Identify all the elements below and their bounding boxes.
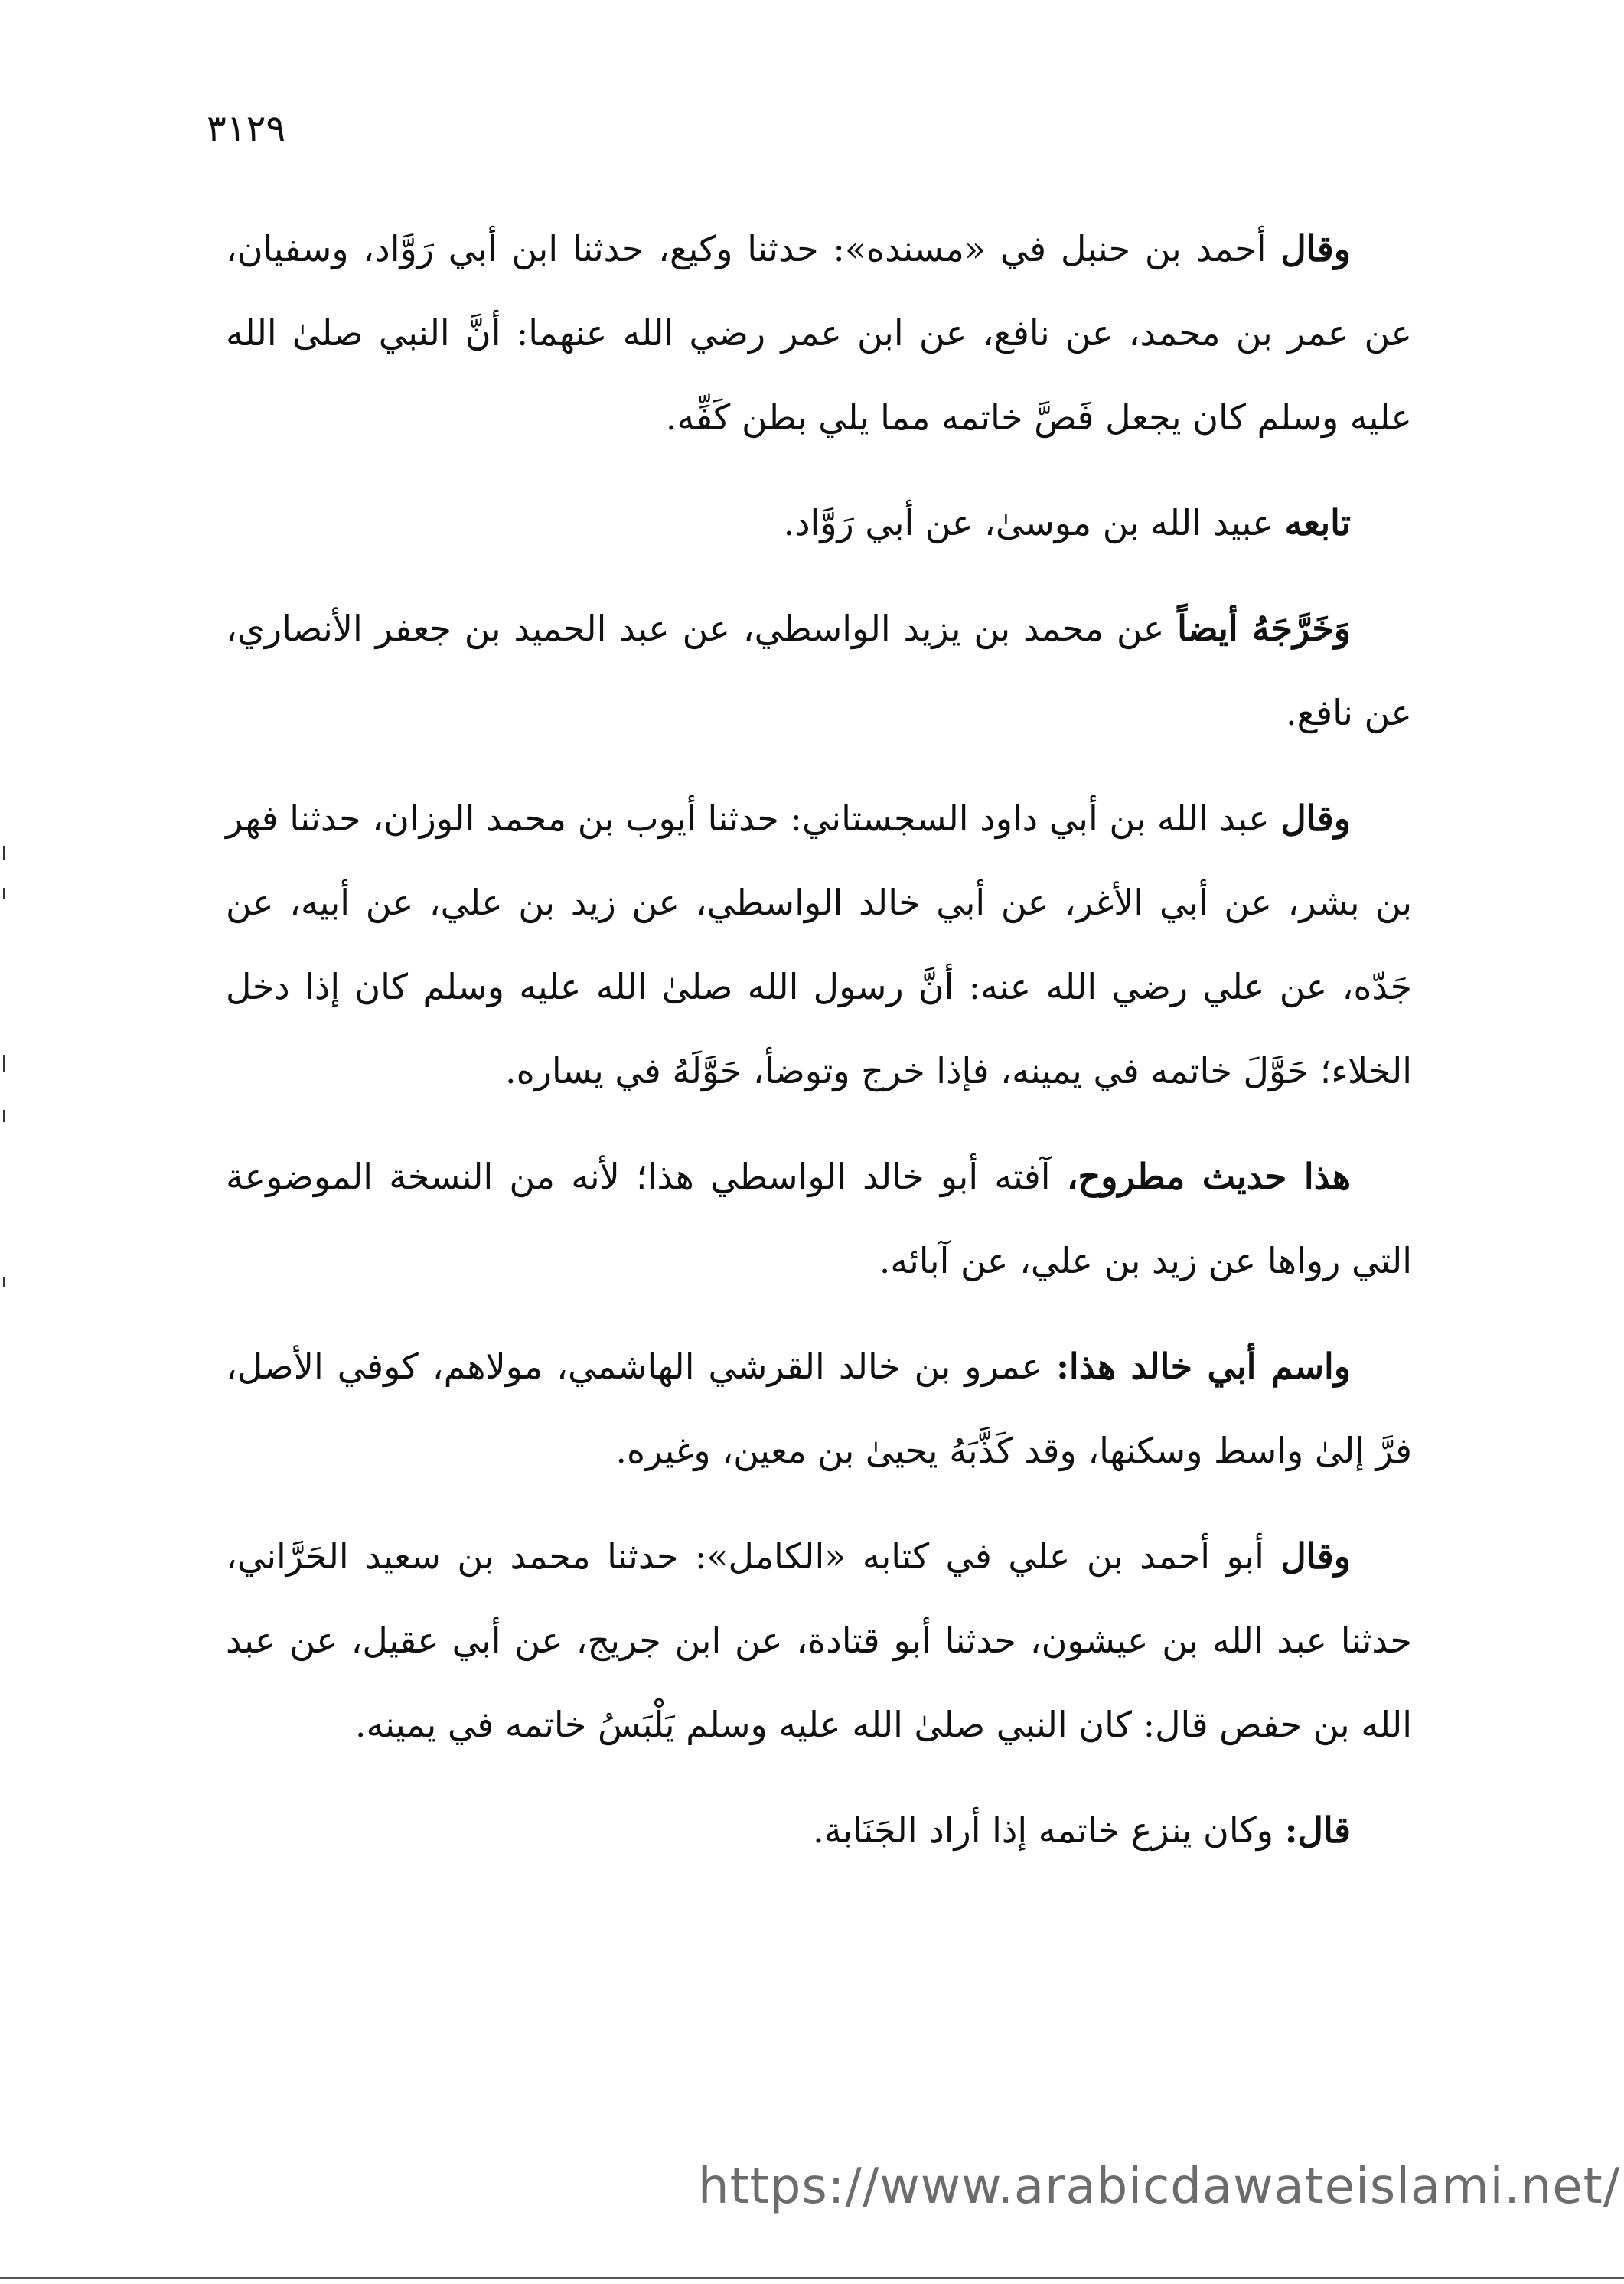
paragraph-text: عمرو بن خالد القرشي الهاشمي، مولاهم، كوفي الأصل، فرَّ إلىٰ واسط وسكنها، وقد كَذَّبَهُ يحيىٰ بن معين، وغيره. xyxy=(226,1346,1412,1471)
page-body xyxy=(226,207,1412,1894)
paragraph-text: وكان ينزع خاتمه إذا أراد الجَنَابة. xyxy=(813,1809,1273,1851)
page-bottom-rule xyxy=(0,2277,1624,2279)
paragraph xyxy=(226,1134,1412,1303)
paragraph-lead: قال: xyxy=(1284,1809,1351,1851)
paragraph xyxy=(226,1788,1412,1872)
page-number: ٣١٢٩ xyxy=(207,107,286,150)
paragraph-lead: وَخَرَّجَهُ أيضاً xyxy=(1177,608,1351,649)
paragraph xyxy=(226,1514,1412,1767)
scan-edge-mark xyxy=(3,1277,5,1287)
paragraph-text: أبو أحمد بن علي في كتابه «الكامل»: حدثنا محمد بن سعيد الحَرَّاني، حدثنا عبد الله بن عيشون، حدثنا أبو قتادة، عن ابن جريج، عن أبي عقيل، عن عبد الله بن حفص قال: كان النبي صلىٰ الله عليه وسلم يَلْبَسُ خاتمه في يمينه. xyxy=(226,1535,1412,1745)
paragraph-lead: وقال xyxy=(1280,228,1351,269)
paragraph xyxy=(226,586,1412,755)
paragraph-lead: تابعه xyxy=(1284,502,1351,543)
paragraph-lead: وقال xyxy=(1280,1535,1351,1577)
paragraph xyxy=(226,481,1412,565)
paragraph-lead: واسم أبي خالد هذا: xyxy=(1055,1346,1351,1387)
scan-edge-mark xyxy=(3,1055,5,1072)
paragraph xyxy=(226,776,1412,1113)
paragraph xyxy=(226,1324,1412,1493)
paragraph-text: عبيد الله بن موسىٰ، عن أبي رَوَّاد. xyxy=(783,502,1273,543)
watermark-url: https://www.arabicdawateislami.net/ xyxy=(698,2158,1621,2215)
paragraph-text: آفته أبو خالد الواسطي هذا؛ لأنه من النسخة الموضوعة التي رواها عن زيد بن علي، عن آبائه. xyxy=(226,1156,1412,1281)
paragraph-lead: هذا حديث مطروح، xyxy=(1066,1156,1352,1197)
paragraph-lead: وقال xyxy=(1280,798,1351,839)
paragraph-text: عبد الله بن أبي داود السجستاني: حدثنا أيوب بن محمد الوزان، حدثنا فهر بن بشر، عن أبي الأغر، عن أبي خالد الواسطي، عن زيد بن علي، عن أبيه، عن جَدّه، عن علي رضي الله عنه: أنَّ رسول الله صلىٰ الله عليه وسلم كان إذا دخل الخلاء؛ حَوَّلَ خاتمه في يمينه، فإذا خرج وتوضأ، حَوَّلَهُ في يساره. xyxy=(226,798,1412,1091)
scan-edge-mark xyxy=(3,1110,5,1122)
paragraph-text: عن محمد بن يزيد الواسطي، عن عبد الحميد بن جعفر الأنصاري، عن نافع. xyxy=(226,608,1412,733)
scan-edge-mark xyxy=(3,888,5,899)
paragraph xyxy=(226,207,1412,459)
scan-edge-mark xyxy=(3,846,5,860)
paragraph-text: أحمد بن حنبل في «مسنده»: حدثنا وكيع، حدثنا ابن أبي رَوَّاد، وسفيان، عن عمر بن محمد، عن نافع، عن ابن عمر رضي الله عنهما: أنَّ النبي صلىٰ الله عليه وسلم كان يجعل فَصَّ خاتمه مما يلي بطن كَفِّه. xyxy=(226,228,1412,438)
